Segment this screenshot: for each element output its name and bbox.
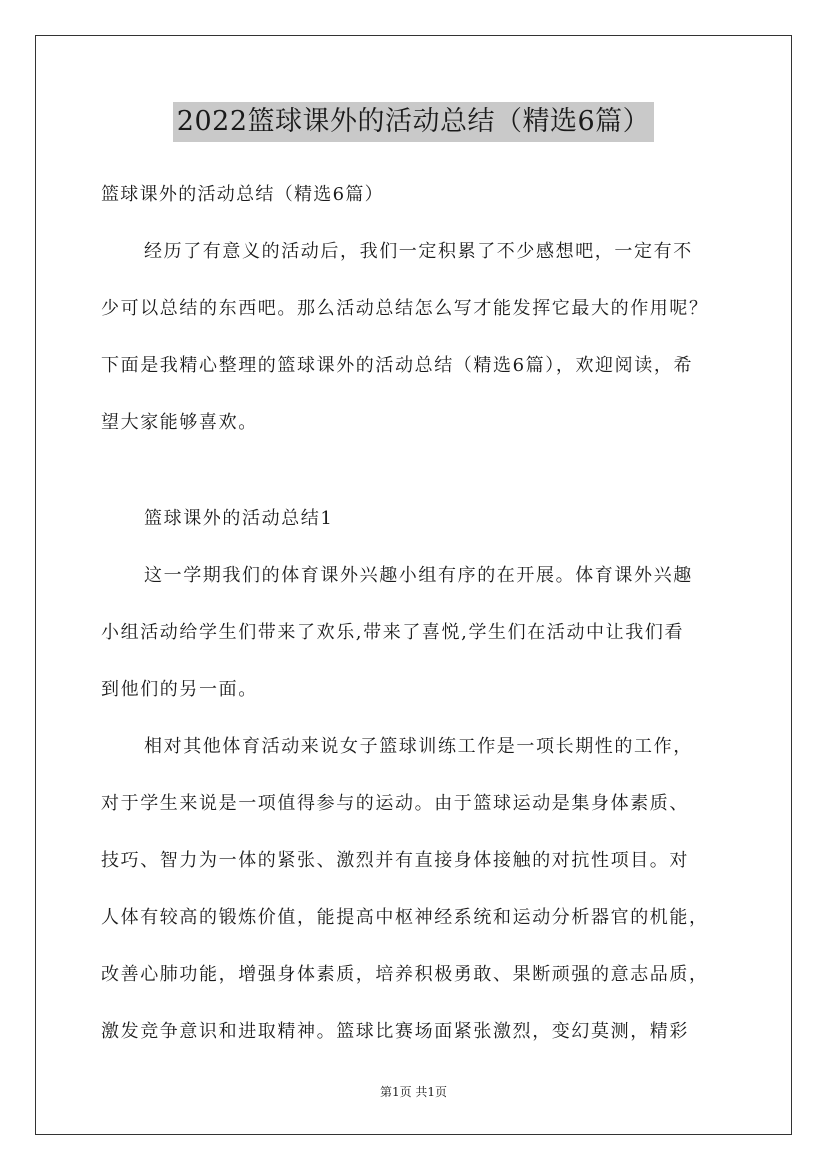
page-footer: 第1页 共1页 — [379, 1085, 448, 1099]
paragraph-line: 这一学期我们的体育课外兴趣小组有序的在开展。体育课外兴趣 — [144, 565, 693, 586]
paragraph-line: 小组活动给学生们带来了欢乐,带来了喜悦,学生们在活动中让我们看 — [101, 622, 685, 643]
paragraph-line: 对于学生来说是一项值得参与的运动。由于篮球运动是集身体素质、 — [101, 793, 689, 814]
intro-paragraph — [101, 223, 741, 451]
section-heading: 篮球课外的活动总结1 — [144, 508, 334, 529]
title-wrap — [0, 102, 827, 142]
paragraph-line: 相对其他体育活动来说女子篮球训练工作是一项长期性的工作， — [144, 736, 693, 757]
intro-line: 经历了有意义的活动后，我们一定积累了不少感想吧，一定有不 — [144, 241, 693, 262]
paragraph-line: 到他们的另一面。 — [101, 679, 258, 700]
intro-line: 望大家能够喜欢。 — [101, 412, 258, 433]
paragraph-line: 人体有较高的锻炼价值，能提高中枢神经系统和运动分析器官的机能， — [101, 907, 709, 928]
intro-line: 下面是我精心整理的篮球课外的活动总结（精选6篇），欢迎阅读，希 — [101, 355, 694, 376]
paragraph-line: 改善心肺功能，增强身体素质，培养积极勇敢、果断顽强的意志品质， — [101, 964, 709, 985]
paragraph-line: 技巧、智力为一体的紧张、激烈并有直接身体接触的对抗性项目。对 — [101, 850, 689, 871]
section-1 — [101, 490, 741, 1060]
paragraph-line: 激发竞争意识和进取精神。篮球比赛场面紧张激烈，变幻莫测，精彩 — [101, 1021, 689, 1042]
document-title: 2022篮球课外的活动总结（精选6篇） — [173, 102, 654, 142]
intro-line: 少可以总结的东西吧。那么活动总结怎么写才能发挥它最大的作用呢？ — [101, 298, 709, 319]
document-subtitle: 篮球课外的活动总结（精选6篇） — [101, 184, 384, 205]
